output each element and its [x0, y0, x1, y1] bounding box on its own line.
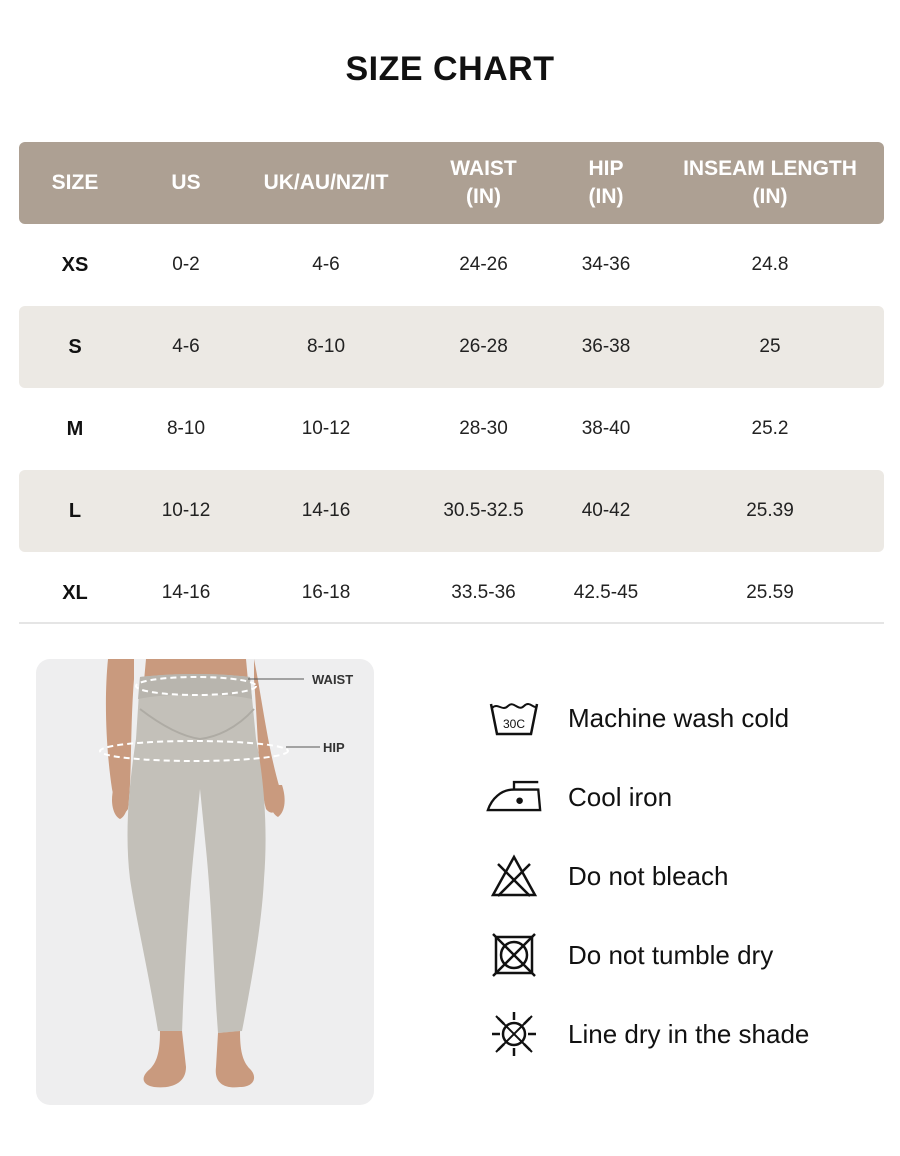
us-cell: 10-12 — [161, 500, 211, 521]
us-cell: 14-16 — [161, 582, 211, 603]
left-foot — [144, 1031, 186, 1087]
table-header-row — [19, 142, 884, 224]
waist-cell: 28-30 — [459, 418, 508, 439]
waist-cell: 24-26 — [459, 254, 508, 275]
header-unit: (IN) — [752, 185, 788, 208]
hip-cell: 38-40 — [581, 418, 631, 439]
leggings-illustration — [36, 659, 374, 1105]
care-label: Line dry in the shade — [568, 1018, 810, 1049]
care-label: Cool iron — [568, 781, 673, 812]
hip-cell: 34-36 — [581, 254, 631, 275]
leggings — [128, 674, 266, 1033]
care-label: Machine wash cold — [568, 702, 790, 733]
uk-cell: 10-12 — [301, 418, 351, 439]
right-foot — [216, 1031, 254, 1087]
header-label: HIP — [588, 157, 624, 180]
uk-cell: 14-16 — [301, 500, 351, 521]
header-unit: (IN) — [588, 185, 624, 208]
no-bleach-icon — [486, 848, 542, 904]
size-cell: L — [68, 500, 82, 522]
care-item-tumble — [486, 927, 773, 983]
care-item-iron — [486, 769, 672, 825]
inseam-cell: 24.8 — [751, 254, 789, 275]
care-label: Do not tumble dry — [568, 939, 774, 970]
us-cell: 8-10 — [166, 418, 206, 439]
uk-cell: 8-10 — [306, 336, 346, 357]
header-label: US — [171, 171, 201, 194]
header-label: UK/AU/NZ/IT — [263, 171, 389, 194]
header-label: INSEAM LENGTH — [683, 157, 857, 180]
header-inseam — [656, 155, 884, 211]
care-item-dry — [486, 1006, 809, 1062]
size-cell: M — [66, 418, 84, 440]
iron-low-icon — [486, 769, 542, 825]
inseam-cell: 25.39 — [746, 500, 794, 521]
care-item-wash — [486, 690, 789, 746]
table-row — [19, 306, 884, 388]
divider — [19, 622, 884, 624]
page-title: SIZE CHART — [345, 50, 555, 88]
left-hand — [112, 787, 128, 819]
header-us — [131, 169, 241, 197]
size-cell: XL — [62, 582, 88, 604]
waist-cell: 30.5-32.5 — [443, 500, 524, 521]
no-tumble-dry-icon — [486, 927, 542, 983]
table-row — [19, 470, 884, 552]
inseam-cell: 25.59 — [746, 582, 794, 603]
inseam-cell: 25.2 — [751, 418, 789, 439]
waist-label: WAIST — [312, 672, 354, 687]
hip-cell: 42.5-45 — [573, 582, 639, 603]
header-label: WAIST — [450, 157, 517, 180]
wash-30c-icon — [486, 690, 542, 746]
leggings-figure — [36, 659, 374, 1105]
header-size — [19, 169, 131, 197]
size-cell: XS — [61, 254, 89, 276]
header-unit: (IN) — [466, 185, 501, 208]
inseam-cell: 25 — [759, 336, 781, 357]
hip-cell: 36-38 — [581, 336, 631, 357]
header-hip — [556, 155, 656, 211]
care-item-bleach — [486, 848, 728, 904]
care-label: Do not bleach — [568, 860, 729, 891]
uk-cell: 16-18 — [301, 582, 351, 603]
waist-cell: 26-28 — [459, 336, 508, 357]
line-dry-shade-icon — [486, 1006, 542, 1062]
header-label: SIZE — [51, 171, 99, 194]
us-cell: 0-2 — [172, 254, 200, 275]
uk-cell: 4-6 — [312, 254, 340, 275]
size-cell: S — [68, 336, 82, 358]
us-cell: 4-6 — [172, 336, 200, 357]
waist-cell: 33.5-36 — [451, 582, 516, 603]
table-row — [19, 224, 884, 306]
hip-label: HIP — [323, 740, 345, 755]
hip-cell: 40-42 — [581, 500, 631, 521]
header-waist — [411, 155, 556, 211]
size-table — [19, 142, 884, 634]
wash-temp-text: 30C — [502, 717, 526, 731]
header-uk — [241, 169, 411, 197]
table-row — [19, 388, 884, 470]
